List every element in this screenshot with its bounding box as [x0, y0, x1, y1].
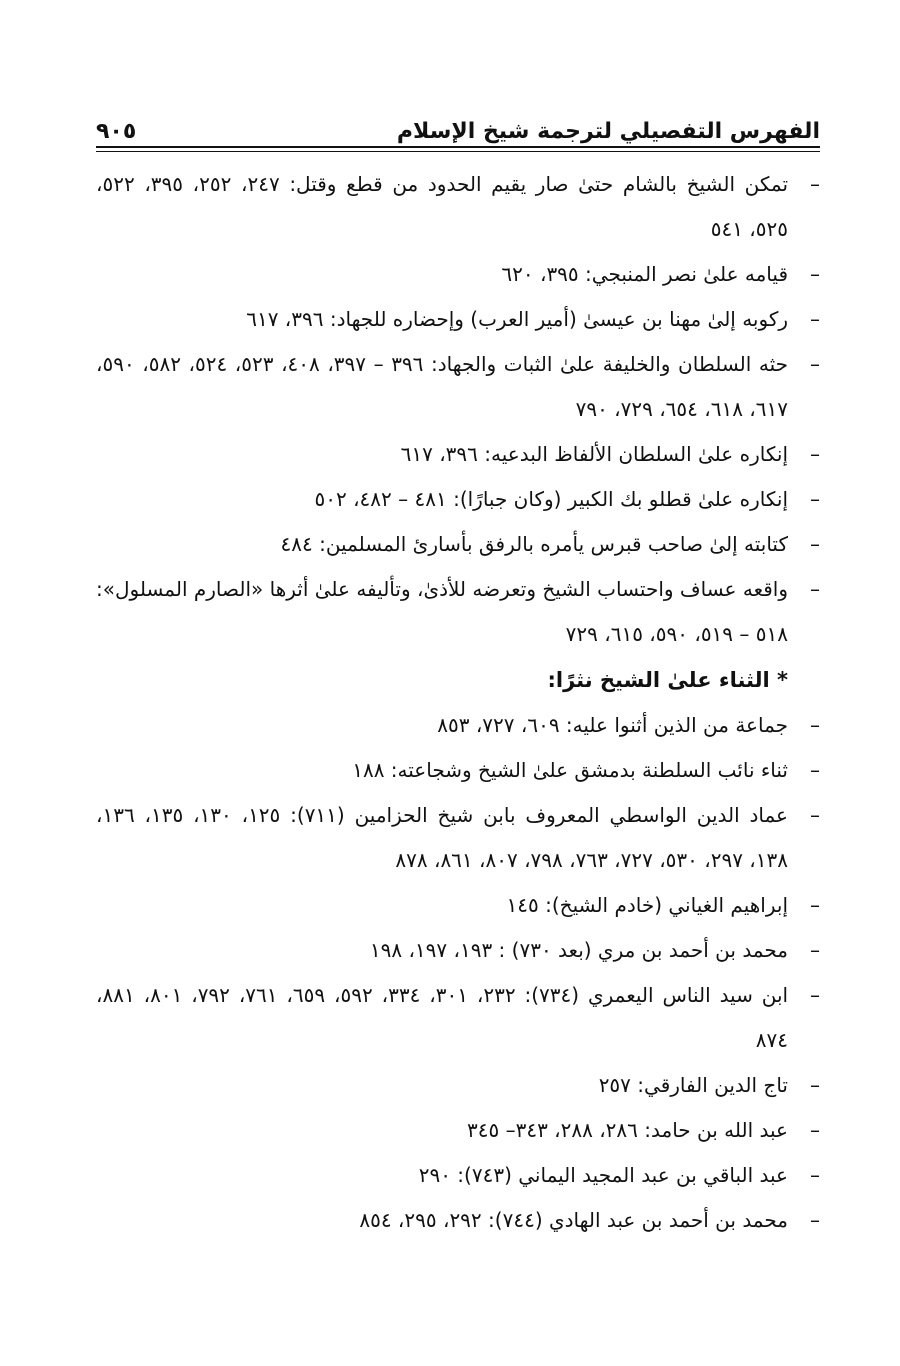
index-entry	[96, 793, 820, 883]
index-entry	[96, 1108, 820, 1153]
entry-dash: –	[810, 803, 820, 827]
index-entry	[96, 252, 820, 297]
running-header	[96, 104, 820, 144]
index-entry	[96, 928, 820, 973]
entry-text: تاج الدين الفارقي: ٢٥٧	[598, 1073, 788, 1097]
index-entry	[96, 1063, 820, 1108]
entry-text: عبد الله بن حامد: ٢٨٦، ٢٨٨، ٣٤٣– ٣٤٥	[466, 1118, 788, 1142]
entry-text: ابن سيد الناس اليعمري (٧٣٤): ٢٣٢، ٣٠١، ٣٣٤، ٥٩٢، ٦٥٩، ٧٦١، ٧٩٢، ٨٠١، ٨٨١، ٨٧٤	[96, 983, 789, 1052]
index-entry	[96, 297, 820, 342]
entry-dash: –	[810, 577, 820, 601]
index-entry	[96, 703, 820, 748]
index-entry	[96, 522, 820, 567]
header-rule-thick	[96, 146, 820, 148]
entry-dash: –	[810, 172, 820, 196]
index-entry	[96, 342, 820, 432]
entry-dash: –	[810, 893, 820, 917]
entry-dash: –	[810, 307, 820, 331]
entry-dash: –	[810, 487, 820, 511]
entry-text: إبراهيم الغياني (خادم الشيخ): ١٤٥	[506, 893, 788, 917]
entry-text: ثناء نائب السلطنة بدمشق علىٰ الشيخ وشجاعته: ١٨٨	[352, 758, 788, 782]
index-entry	[96, 1198, 820, 1243]
entry-text: عماد الدين الواسطي المعروف بابن شيخ الحزامين (٧١١): ١٢٥، ١٣٠، ١٣٥، ١٣٦، ١٣٨، ٢٩٧، ٥٣٠، ٧٢٧، ٧٦٣، ٧٩٨، ٨٠٧، ٨٦١، ٨٧٨	[96, 803, 788, 872]
entry-text: قيامه علىٰ نصر المنبجي: ٣٩٥، ٦٢٠	[501, 262, 788, 286]
entry-text: إنكاره علىٰ السلطان الألفاظ البدعيه: ٣٩٦، ٦١٧	[400, 442, 788, 466]
entry-dash: –	[810, 352, 820, 376]
entry-dash: –	[810, 1208, 820, 1232]
index-entry	[96, 883, 820, 928]
entry-dash: –	[810, 1163, 820, 1187]
entry-text: كتابته إلىٰ صاحب قبرس يأمره بالرفق بأسارئ المسلمين: ٤٨٤	[280, 532, 788, 556]
page-number: ٩٠٥	[96, 119, 137, 144]
entry-dash: –	[810, 1073, 820, 1097]
entry-dash: –	[810, 442, 820, 466]
entry-dash: –	[810, 713, 820, 737]
entry-text: ركوبه إلىٰ مهنا بن عيسىٰ (أمير العرب) وإحضاره للجهاد: ٣٩٦، ٦١٧	[246, 307, 788, 331]
index-entry	[96, 1153, 820, 1198]
entry-text: محمد بن أحمد بن مري (بعد ٧٣٠) : ١٩٣، ١٩٧، ١٩٨	[369, 938, 788, 962]
index-entry	[96, 477, 820, 522]
entry-text: محمد بن أحمد بن عبد الهادي (٧٤٤): ٢٩٢، ٢٩٥، ٨٥٤	[359, 1208, 788, 1232]
entry-text: حثه السلطان والخليفة علىٰ الثبات والجهاد: ٣٩٦ – ٣٩٧، ٤٠٨، ٥٢٣، ٥٢٤، ٥٨٢، ٥٩٠، ٦١٧، ٦١٨، ٦٥٤، ٧٢٩، ٧٩٠	[96, 352, 789, 421]
entry-dash: –	[810, 938, 820, 962]
index-entry	[96, 973, 820, 1063]
index-group-2	[96, 703, 820, 1243]
entry-dash: –	[810, 532, 820, 556]
entry-text: تمكن الشيخ بالشام حتىٰ صار يقيم الحدود من قطع وقتل: ٢٤٧، ٢٥٢، ٣٩٥، ٥٢٢، ٥٢٥، ٥٤١	[96, 172, 789, 241]
index-group-1	[96, 162, 820, 657]
entry-dash: –	[810, 1118, 820, 1142]
header-rule-thin	[96, 151, 820, 152]
entry-dash: –	[810, 262, 820, 286]
entry-dash: –	[810, 983, 820, 1007]
entry-text: واقعه عساف واحتساب الشيخ وتعرضه للأذىٰ، وتأليفه علىٰ أثرها «الصارم المسلول»: ٥١٨ – ٥١٩، ٥٩٠، ٦١٥، ٧٢٩	[96, 577, 788, 646]
entry-text: إنكاره علىٰ قطلو بك الكبير (وكان جبارًا): ٤٨١ – ٤٨٢، ٥٠٢	[314, 487, 788, 511]
index-entry	[96, 162, 820, 252]
section-heading: * الثناء علىٰ الشيخ نثرًا:	[547, 668, 788, 692]
index-entry	[96, 748, 820, 793]
index-entry	[96, 567, 820, 657]
entry-text: جماعة من الذين أثنوا عليه: ٦٠٩، ٧٢٧، ٨٥٣	[437, 713, 788, 737]
entry-dash: –	[810, 758, 820, 782]
index-entry	[96, 432, 820, 477]
header-title: الفهرس التفصيلي لترجمة شيخ الإسلام	[396, 119, 820, 144]
index-content	[96, 162, 820, 1243]
entry-text: عبد الباقي بن عبد المجيد اليماني (٧٤٣): ٢٩٠	[418, 1163, 788, 1187]
